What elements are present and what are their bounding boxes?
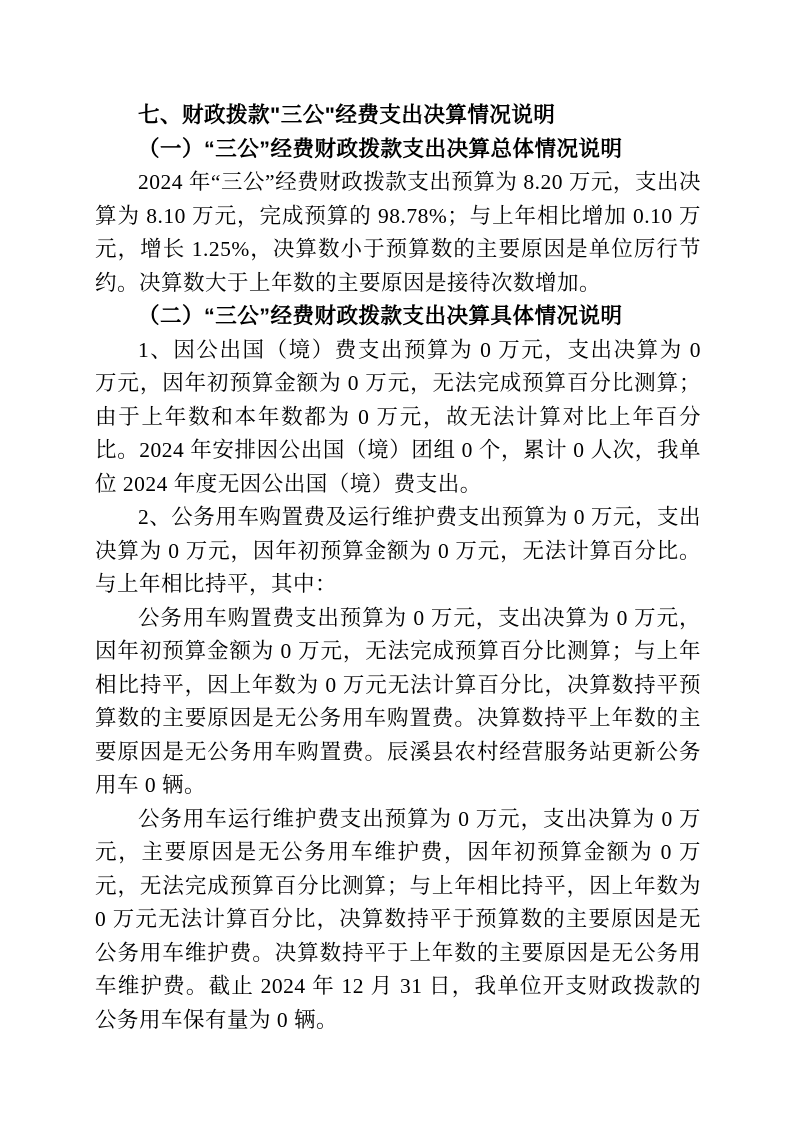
section-heading-three-public-expenses: 七、财政拨款"三公"经费支出决算情况说明 — [138, 103, 556, 127]
paragraph-vehicle-purchase-expense: 公务用车购置费支出预算为 0 万元，支出决算为 0 万元，因年初预算金额为 0 万元，无法完成预算百分比测算；与上年相比持平，因上年数为 0 万元无法计算百分比，决算数持平预算数的主要原因是无公务用车购置费。决算数持平上年数的主要原因是无公务用车购置费。辰溪县农村经营服务站更新公务用车 0 辆。 — [95, 605, 701, 797]
paragraph-overall-summary: 2024 年“三公”经费财政拨款支出预算为 8.20 万元，支出决算为 8.10 万元，完成预算的 98.78%；与上年相比增加 0.10 万元，增长 1.25%，决算数小于预算数的主要原因是单位厉行节约。决算数大于上年数的主要原因是接待次数增加。 — [95, 170, 701, 295]
document-content — [95, 99, 701, 1037]
subsection-heading-overall-situation: （一）“三公”经费财政拨款支出决算总体情况说明 — [138, 136, 623, 161]
paragraph-overseas-travel-expense: 1、因公出国（境）费支出预算为 0 万元，支出决算为 0 万元，因年初预算金额为 0 万元，无法完成预算百分比测算；由于上年数和本年数都为 0 万元，故无法计算对比上年百分比。2024 年安排因公出国（境）团组 0 个，累计 0 人次，我单位 2024 年度无因公出国（境）费支出。 — [95, 337, 701, 496]
paragraph-vehicle-maintenance-expense: 公务用车运行维护费支出预算为 0 万元，支出决算为 0 万元，主要原因是无公务用车维护费，因年初预算金额为 0 万元，无法完成预算百分比测算；与上年相比持平，因上年数为 0 万元无法计算百分比，决算数持平于预算数的主要原因是无公务用车维护费。决算数持平于上年数的主要原因是无公务用车维护费。截止 2024 年 12 月 31 日，我单位开支财政拨款的公务用车保有量为 0 辆。 — [95, 806, 701, 1032]
paragraph-official-vehicle-total: 2、公务用车购置费及运行维护费支出预算为 0 万元，支出决算为 0 万元，因年初预算金额为 0 万元，无法计算百分比。与上年相比持平，其中： — [95, 505, 701, 596]
subsection-heading-specific-situation: （二）“三公”经费财政拨款支出决算具体情况说明 — [138, 304, 623, 328]
